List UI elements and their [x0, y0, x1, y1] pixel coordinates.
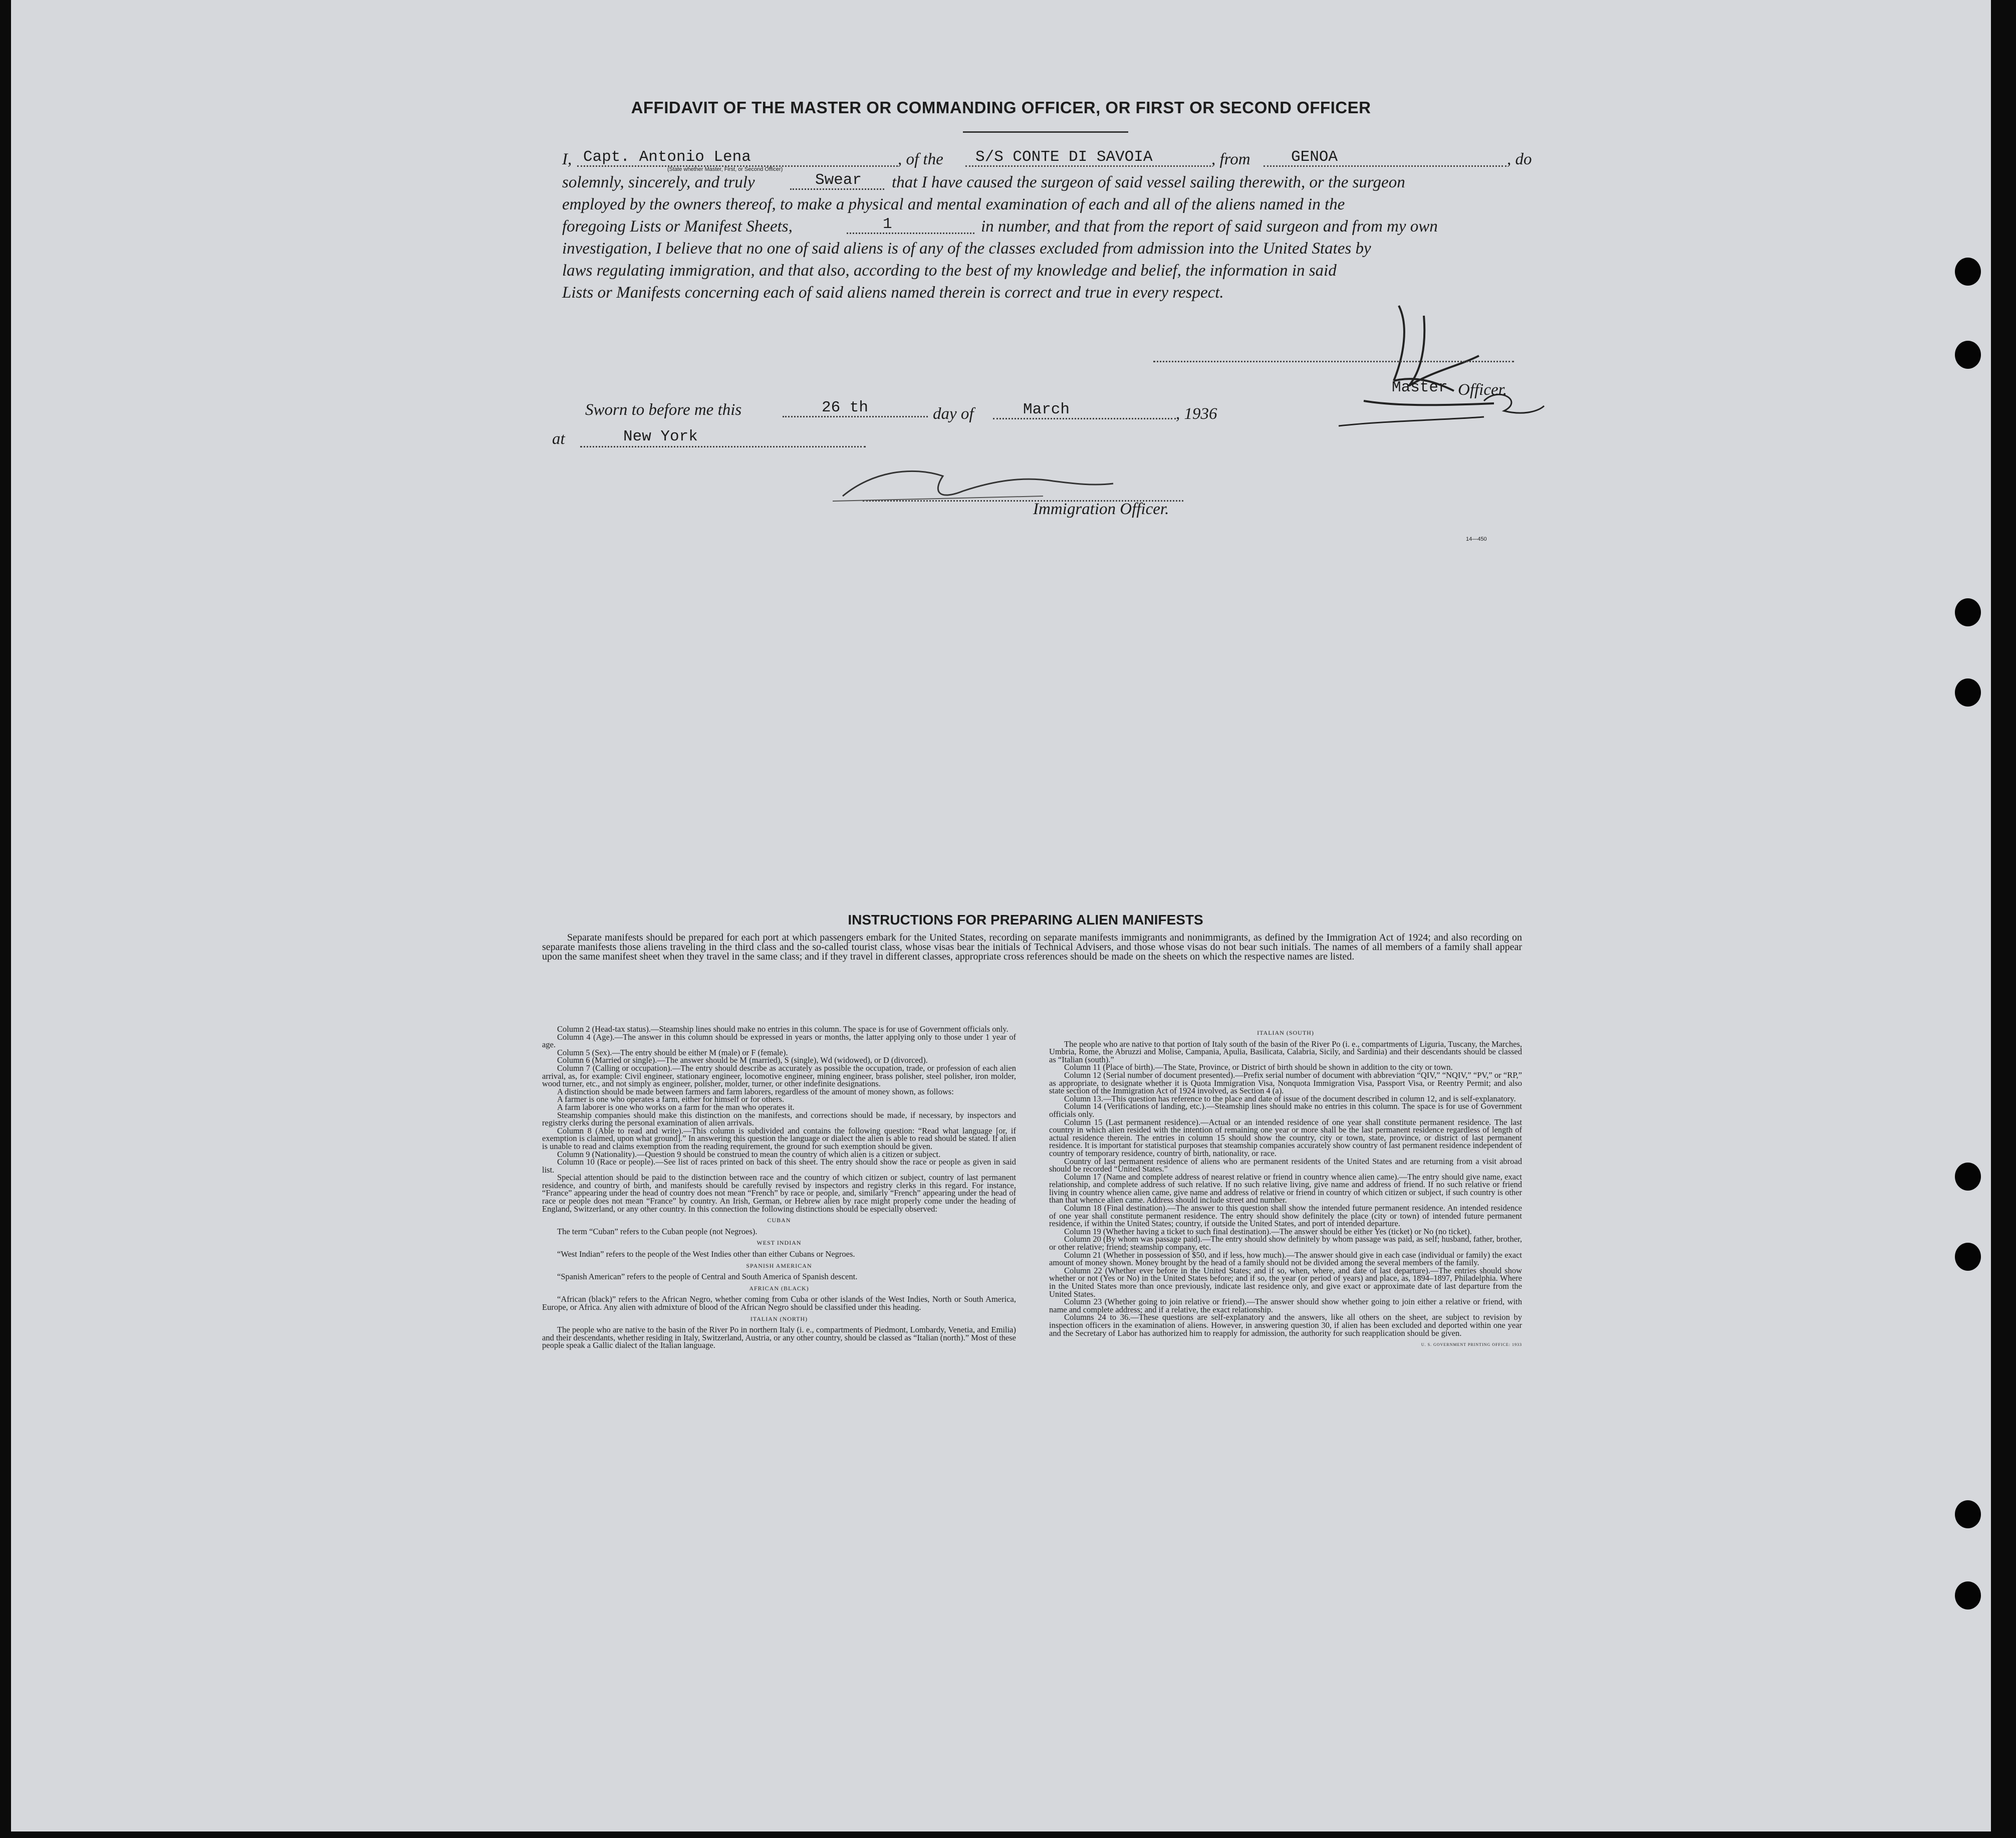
- binder-hole-icon: [1955, 598, 1981, 626]
- left-paragraph: Column 9 (Nationality).—Question 9 should be construed to mean the country of which alien is a citizen or subject.: [557, 1149, 941, 1159]
- vessel-line: [965, 165, 1211, 167]
- do-label: , do: [1507, 150, 1532, 168]
- port-name: GENOA: [1291, 148, 1338, 166]
- left-paragraph: Column 6 (Married or single).—The answer should be M (married), S (single), Wd (widowed), or D (divorced).: [557, 1055, 928, 1065]
- sheets-count: 1: [883, 215, 892, 233]
- binder-hole-icon: [1955, 258, 1981, 286]
- left-paragraph: A farmer is one who operates a farm, either for himself or for others.: [557, 1094, 785, 1104]
- port-line: [1264, 165, 1506, 167]
- form-number: 14—450: [1466, 536, 1487, 542]
- instructions-title: INSTRUCTIONS FOR PREPARING ALIEN MANIFESTS: [848, 912, 1203, 928]
- sworn-month: March: [1023, 401, 1070, 418]
- right-paragraph: Column 23 (Whether going to join relative or friend).—The answer should show whether going to join either a relative or friend, with name and complete address; and if a relative, the exact relationship.: [1049, 1297, 1522, 1314]
- right-paragraph: Column 17 (Name and complete address of nearest relative or friend in country whence alien came).—The entry should give name, exact relationship, and complete address of such relative. If no such relative living, give name and address of friend. If no such relative or friend living in country whence alien came, give name and address of relative or friend in country of which citizen or subject, if such country is other than that whence alien came. Address should include street and number.: [1049, 1172, 1522, 1205]
- sworn-prefix: Sworn to before me this: [585, 401, 742, 419]
- left-paragraph: Column 5 (Sex).—The entry should be either M (male) or F (female).: [557, 1047, 788, 1057]
- instructions-left-column: [542, 1025, 1016, 1349]
- left-paragraph: A farm laborer is one who works on a farm for the man who operates it.: [557, 1102, 795, 1112]
- at-place-line: [580, 446, 866, 447]
- right-paragraph: Column 20 (By whom was passage paid).—The entry should show definitely by whom passage was paid, as self; husband, father, brother, or other relative; friend; steamship company, etc.: [1049, 1234, 1522, 1252]
- sheets-suffix: in number, and that from the report of said surgeon and from my own: [981, 217, 1438, 236]
- right-paragraph: Country of last permanent residence of aliens who are permanent residents of the United States and are returning from a visit abroad should be recorded “United States.”: [1049, 1156, 1522, 1174]
- right-paragraph: The people who are native to that portion of Italy south of the basin of the River Po (i. e., compartments of Liguria, Tuscany, the Marches, Umbria, Rome, the Abruzzi and Molise, Campania, Apulia, Basilicata, Calabria, Sicily, and Sardinia) and their descendants should be classed as “Italian (south).”: [1049, 1039, 1522, 1064]
- at-place: New York: [623, 428, 698, 445]
- left-paragraph: Column 7 (Calling or occupation).—The entry should describe as accurately as possible the occupation, trade, or profession of each alien arrival, as, for example: Civil engineer, stationary engineer, locomotive engineer, mining engineer, brass polisher, steel polisher, iron molder, wood turner, etc., and not simply as engineer, polisher, molder, turner, or other indefinite designations.: [542, 1063, 1016, 1089]
- binder-hole-icon: [1955, 1581, 1981, 1610]
- sworn-year: , 1936: [1176, 405, 1217, 423]
- sheets-prefix: foregoing Lists or Manifest Sheets,: [562, 217, 793, 236]
- officer-hint: (State whether Master, First, or Second Officer): [667, 166, 783, 172]
- affidavit-line3: employed by the owners thereof, to make a physical and mental examination of each and all of the aliens named in the: [562, 195, 1345, 213]
- left-paragraph: A distinction should be made between farmers and farm laborers, regardless of the amount of money shown, as follows:: [557, 1086, 954, 1096]
- affidavit-line7: Lists or Manifests concerning each of said aliens named therein is correct and true in every respect.: [562, 284, 1224, 302]
- left-paragraph: Column 10 (Race or people).—See list of races printed on back of this sheet. The entry should show the race or people as given in said list.: [542, 1157, 1016, 1175]
- printer-imprint: U. S. GOVERNMENT PRINTING OFFICE: 1933: [1421, 1342, 1522, 1347]
- left-paragraph: Column 8 (Able to read and write).—This column is subdivided and contains the following question: “Read what language [or, if exemption is claimed, upon what ground].” In answering this question the language or dialect the alien is able to read should be stated. If alien is unable to read and claims exemption from the reading requirement, the ground for such exemption should be given.: [542, 1125, 1016, 1151]
- binder-hole-icon: [1955, 1243, 1981, 1271]
- spanish-american-text: “Spanish American” refers to the people of Central and South America of Spanish descent.: [557, 1272, 858, 1282]
- right-paragraph: Column 22 (Whether ever before in the United States; and if so, when, where, and date of last departure).—The entries should show whether or not (Yes or No) in the United States before; and if so, the year (or period of years) and place, as, 1894–1897, Philadelphia. Where in the United States more than once previously, indicate last residence only, and give exact or approximate date of last departure from the United States.: [1049, 1265, 1522, 1299]
- day-of-label: day of: [933, 405, 974, 423]
- officer-name: Capt. Antonio Lena: [583, 148, 751, 166]
- sworn-day-line: [783, 416, 928, 417]
- right-paragraph: Column 14 (Verifications of landing, etc.).—Steamship lines should make no entries in this column. The space is for use of Government officials only.: [1049, 1101, 1522, 1119]
- italian-south-heading: ITALIAN (SOUTH): [1257, 1029, 1314, 1036]
- master-signature-line: [1153, 361, 1514, 362]
- right-paragraph: Column 21 (Whether in possession of $50, and if less, how much).—The answer should give in each case (individual or family) the exact amount of money shown. Money brought by the head of a family should not be divided among the several members of the family.: [1049, 1250, 1522, 1268]
- right-paragraph: Column 18 (Final destination).—The answer to this question shall show the intended future permanent residence. An intended residence of one year shall constitute permanent residence. The entry should show definitely the place (city or town) of intended future permanent residence, if within the United States; country, if outside the United States, and port of intended departure.: [1049, 1203, 1522, 1229]
- oath-word: Swear: [815, 171, 862, 189]
- west-indian-heading: WEST INDIAN: [757, 1239, 802, 1247]
- right-paragraph: Column 13.—This question has reference to the place and date of issue of the document described in column 12, and is self-explanatory.: [1064, 1093, 1516, 1103]
- italian-north-heading: ITALIAN (NORTH): [750, 1315, 808, 1322]
- vessel-name: S/S CONTE DI SAVOIA: [975, 148, 1153, 166]
- binder-hole-icon: [1955, 1500, 1981, 1528]
- cuban-text: The term “Cuban” refers to the Cuban people (not Negroes).: [557, 1226, 758, 1236]
- right-paragraph: Column 11 (Place of birth).—The State, Province, or District of birth should be shown in addition to the city or town.: [1064, 1062, 1453, 1072]
- right-paragraph: Column 15 (Last permanent residence).—Actual or an intended residence of one year shall constitute permanent residence. The last country in which alien resided with the intention of remaining one year or more shall be the last permanent residence regardless of length of actual residence therein. The entries in column 15 should show the country, city or town, state, province, or district of last permanent residence. It is important for statistical purposes that steamship companies accurately show country of last permanent residence independent of country of temporary residence, country of birth, nationality, or race.: [1049, 1117, 1522, 1158]
- oath-prefix: solemnly, sincerely, and truly: [562, 173, 755, 191]
- sheets-line: [847, 233, 974, 234]
- sworn-day: 26 th: [822, 399, 869, 416]
- immigration-officer-label: Immigration Officer.: [1033, 500, 1169, 518]
- cuban-heading: CUBAN: [767, 1217, 791, 1224]
- instructions-intro: Separate manifests should be prepared for each port at which passengers embark for the United States, recording on separate manifests immigrants and nonimmigrants, as defined by the Immigration Act of 1924; and also recording on separate manifests those aliens traveling in the third class and the so-called tourist class, whose visas bear the initials of Technical Advisers, and those whose visas do not bear such initials. The names of all members of a family shall appear upon the same manifest sheet when they travel in the same class; and if they travel in different classes, appropriate cross references should be made on the sheets on which the respective names are listed.: [542, 932, 1522, 962]
- left-paragraph: Column 4 (Age).—The answer in this column should be expressed in years or months, the latter applying only to those under 1 year of age.: [542, 1032, 1016, 1050]
- master-label: Master: [1392, 379, 1448, 396]
- left-paragraph: Column 2 (Head-tax status).—Steamship lines should make no entries in this column. The space is for use of Government officials only.: [557, 1024, 1009, 1034]
- at-label: at: [552, 430, 565, 448]
- left-paragraph: Special attention should be paid to the distinction between race and the country of which citizen or subject, country of last permanent residence, and country of birth, and manifests should be carefully revised by inspectors and registry clerks in this regard. For instance, “France” appearing under the head of country does not mean “French” by race or people, and, similarly “French” appearing under the head of race or people does not mean “France” by country. An Irish, German, or Hebrew alien by race might properly come under the heading of England, Switzerland, or any other country. In this connection the following distinctions should be especially observed:: [542, 1173, 1016, 1214]
- binder-hole-icon: [1955, 1163, 1981, 1191]
- from-label: , from: [1211, 150, 1250, 168]
- affidavit-i: I,: [562, 150, 572, 168]
- instructions-right-column: [1049, 1025, 1522, 1352]
- affidavit-title: AFFIDAVIT OF THE MASTER OR COMMANDING OFFICER, OR FIRST OR SECOND OFFICER: [631, 98, 1371, 117]
- officer-label: Officer.: [1458, 381, 1507, 399]
- african-heading: AFRICAN (BLACK): [749, 1284, 809, 1292]
- of-the-label: , of the: [898, 150, 943, 168]
- right-paragraph: Column 12 (Serial number of document presented).—Prefix serial number of document with abbreviation “QIV,” “NQIV,” “PV,” or “RP,” as appropriate, to designate whether it is Quota Immigration Visa, Nonquota Immigration Visa, Passport Visa, or Reentry Permit; and also state section of the Immigration Act of 1924 involved, as Section 4 (a).: [1049, 1070, 1522, 1096]
- oath-suffix: that I have caused the surgeon of said vessel sailing therewith, or the surgeon: [892, 173, 1405, 191]
- manifest-sheet: [11, 0, 1991, 1831]
- oath-line: [790, 188, 884, 190]
- affidavit-line5: investigation, I believe that no one of said aliens is of any of the classes excluded from admission into the United States by: [562, 240, 1371, 258]
- left-paragraph: Steamship companies should make this distinction on the manifests, and corrections should be made, if necessary, by inspectors and registry clerks during the personal examination of alien arrivals.: [542, 1110, 1016, 1128]
- west-indian-text: “West Indian” refers to the people of the West Indies other than either Cubans or Negroes.: [557, 1249, 855, 1259]
- title-rule: [963, 131, 1128, 133]
- sworn-month-line: [993, 418, 1176, 419]
- african-text: “African (black)” refers to the African Negro, whether coming from Cuba or other islands of the West Indies, North or South America, Europe, or Africa. Any alien with admixture of blood of the African Negro should be classified under this heading.: [542, 1294, 1016, 1312]
- right-paragraph: Column 19 (Whether having a ticket to such final destination).—The answer should be either Yes (ticket) or No (no ticket).: [1064, 1226, 1472, 1236]
- binder-hole-icon: [1955, 341, 1981, 369]
- spanish-american-heading: SPANISH AMERICAN: [746, 1262, 812, 1269]
- affidavit-line6: laws regulating immigration, and that also, according to the best of my knowledge and belief, the information in said: [562, 262, 1337, 280]
- right-paragraph: Columns 24 to 36.—These questions are self-explanatory and the answers, like all others on the sheet, are subject to revision by inspection officers in the examination of aliens. However, in answering question 30, if alien has been excluded and deported within one year and the Secretary of Labor has authorized him to reapply for admission, the authority for such reapplication should be given.: [1049, 1312, 1522, 1338]
- italian-north-text: The people who are native to the basin of the River Po in northern Italy (i. e., compartments of Piedmont, Lombardy, Venetia, and Emilia) and their descendants, whether residing in Italy, Switzerland, Austria, or any other country, should be classed as “Italian (north).” Most of these people speak a Gallic dialect of the Italian language.: [542, 1325, 1016, 1350]
- binder-hole-icon: [1955, 678, 1981, 707]
